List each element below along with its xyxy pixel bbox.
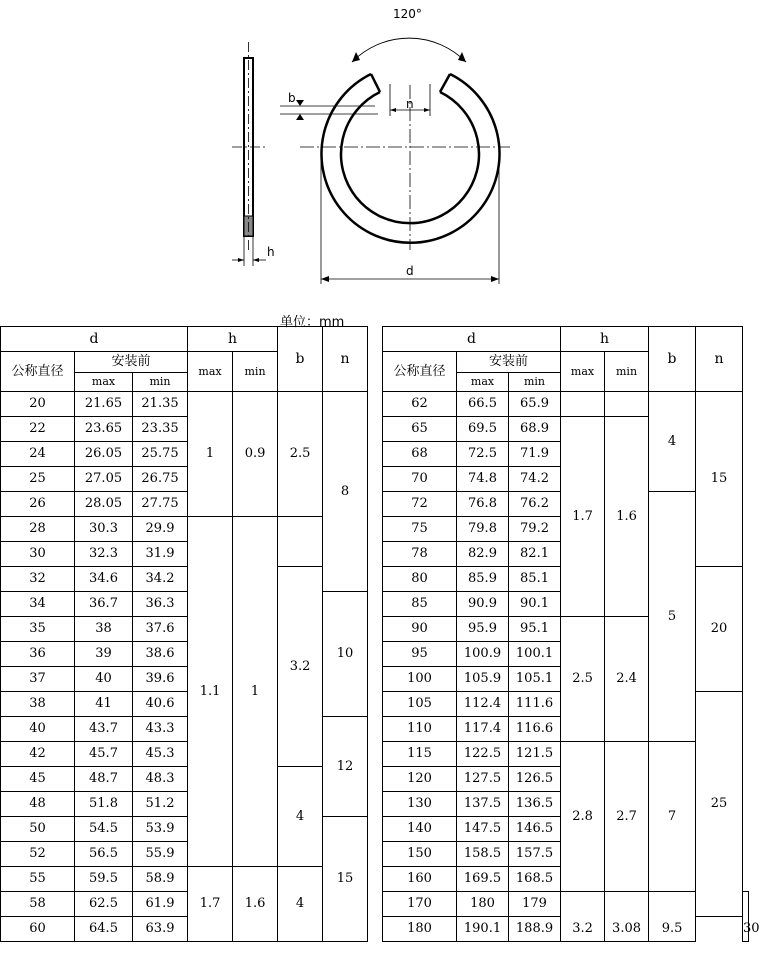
dmin-cell: 79.2 bbox=[509, 517, 561, 542]
header-h-max: max bbox=[188, 352, 233, 392]
dmax-cell: 39 bbox=[75, 642, 133, 667]
dmax-cell: 54.5 bbox=[75, 817, 133, 842]
n-cell: 15 bbox=[323, 817, 368, 942]
header-d-max: max bbox=[75, 373, 133, 392]
dmin-cell: 31.9 bbox=[133, 542, 188, 567]
hmin-cell: 2.4 bbox=[605, 617, 649, 742]
dmax-cell: 169.5 bbox=[457, 867, 509, 892]
dmin-cell: 36.3 bbox=[133, 592, 188, 617]
nominal-cell: 55 bbox=[1, 867, 75, 892]
n-cell: 15 bbox=[696, 392, 743, 567]
dmax-cell: 122.5 bbox=[457, 742, 509, 767]
b-cell: 9.5 bbox=[649, 892, 696, 942]
dmax-cell: 30.3 bbox=[75, 517, 133, 542]
b-cell: 7 bbox=[649, 742, 696, 892]
dmax-cell: 112.4 bbox=[457, 692, 509, 717]
dmin-cell: 65.9 bbox=[509, 392, 561, 417]
dmin-cell: 48.3 bbox=[133, 767, 188, 792]
ring-side-view bbox=[232, 42, 268, 266]
dmin-cell: 51.2 bbox=[133, 792, 188, 817]
dmin-cell: 43.3 bbox=[133, 717, 188, 742]
dmin-cell: 179 bbox=[509, 892, 561, 917]
dmax-cell: 27.05 bbox=[75, 467, 133, 492]
dmin-cell: 68.9 bbox=[509, 417, 561, 442]
header-before-install: 安装前 bbox=[75, 352, 188, 373]
dmax-cell: 74.8 bbox=[457, 467, 509, 492]
header-d: d bbox=[383, 327, 561, 352]
dmin-cell: 168.5 bbox=[509, 867, 561, 892]
nominal-cell: 170 bbox=[383, 892, 457, 917]
nominal-cell: 65 bbox=[383, 417, 457, 442]
dmax-cell: 38 bbox=[75, 617, 133, 642]
nominal-cell: 62 bbox=[383, 392, 457, 417]
dmin-cell: 85.1 bbox=[509, 567, 561, 592]
dmin-cell: 23.35 bbox=[133, 417, 188, 442]
n-cell: 25 bbox=[696, 692, 743, 917]
hmin-cell: 1 bbox=[233, 517, 278, 867]
dmin-cell: 126.5 bbox=[509, 767, 561, 792]
nominal-cell: 37 bbox=[1, 667, 75, 692]
header-d-max: max bbox=[457, 373, 509, 392]
b-cell: 4 bbox=[278, 867, 323, 942]
dmax-cell: 26.05 bbox=[75, 442, 133, 467]
nominal-cell: 110 bbox=[383, 717, 457, 742]
header-b: b bbox=[649, 327, 696, 392]
dmin-cell: 40.6 bbox=[133, 692, 188, 717]
dmin-cell: 95.1 bbox=[509, 617, 561, 642]
dmin-cell: 74.2 bbox=[509, 467, 561, 492]
dmax-cell: 100.9 bbox=[457, 642, 509, 667]
b-cell: 3.2 bbox=[278, 567, 323, 767]
b-cell: 4 bbox=[278, 767, 323, 867]
nominal-cell: 105 bbox=[383, 692, 457, 717]
nominal-cell: 32 bbox=[1, 567, 75, 592]
spec-table-left bbox=[0, 326, 368, 942]
nominal-cell: 25 bbox=[1, 467, 75, 492]
hmin-cell: 1.6 bbox=[605, 417, 649, 617]
nominal-cell: 60 bbox=[1, 917, 75, 942]
dmax-cell: 36.7 bbox=[75, 592, 133, 617]
hmax-cell: 2.5 bbox=[561, 617, 605, 742]
nominal-cell: 120 bbox=[383, 767, 457, 792]
dmax-cell: 82.9 bbox=[457, 542, 509, 567]
nominal-cell: 70 bbox=[383, 467, 457, 492]
dmin-cell: 146.5 bbox=[509, 817, 561, 842]
nominal-cell: 45 bbox=[1, 767, 75, 792]
nominal-cell: 36 bbox=[1, 642, 75, 667]
dmax-cell: 105.9 bbox=[457, 667, 509, 692]
header-nominal: 公称直径 bbox=[383, 352, 457, 392]
table-row bbox=[383, 742, 749, 767]
spec-table-right bbox=[382, 326, 760, 942]
dmax-cell: 64.5 bbox=[75, 917, 133, 942]
dmax-cell: 117.4 bbox=[457, 717, 509, 742]
table-row bbox=[383, 892, 749, 917]
nominal-cell: 140 bbox=[383, 817, 457, 842]
hmin-cell: 1.6 bbox=[233, 867, 278, 942]
dmax-cell: 127.5 bbox=[457, 767, 509, 792]
hmin-cell bbox=[605, 392, 649, 417]
dmin-cell: 121.5 bbox=[509, 742, 561, 767]
dmin-cell: 188.9 bbox=[509, 917, 561, 942]
dmax-cell: 66.5 bbox=[457, 392, 509, 417]
nominal-cell: 150 bbox=[383, 842, 457, 867]
table-row bbox=[1, 767, 368, 792]
dmin-cell: 55.9 bbox=[133, 842, 188, 867]
nominal-cell: 180 bbox=[383, 917, 457, 942]
nominal-cell: 100 bbox=[383, 667, 457, 692]
dmax-cell: 56.5 bbox=[75, 842, 133, 867]
nominal-cell: 72 bbox=[383, 492, 457, 517]
header-h-max: max bbox=[561, 352, 605, 392]
nominal-cell: 52 bbox=[1, 842, 75, 867]
nominal-cell: 38 bbox=[1, 692, 75, 717]
n-cell: 10 bbox=[323, 592, 368, 717]
dmax-cell: 62.5 bbox=[75, 892, 133, 917]
dmin-cell: 61.9 bbox=[133, 892, 188, 917]
nominal-cell: 90 bbox=[383, 617, 457, 642]
header-h: h bbox=[188, 327, 278, 352]
dmax-cell: 28.05 bbox=[75, 492, 133, 517]
dmax-cell: 147.5 bbox=[457, 817, 509, 842]
header-n: n bbox=[323, 327, 368, 392]
dmin-cell: 58.9 bbox=[133, 867, 188, 892]
hmax-cell: 1.1 bbox=[188, 517, 233, 867]
dmax-cell: 95.9 bbox=[457, 617, 509, 642]
dmin-cell: 45.3 bbox=[133, 742, 188, 767]
dmin-cell: 53.9 bbox=[133, 817, 188, 842]
table-row bbox=[1, 567, 368, 592]
n-cell: 30 bbox=[743, 892, 749, 942]
table-row bbox=[1, 517, 368, 542]
b-cell bbox=[278, 517, 323, 567]
header-d: d bbox=[1, 327, 188, 352]
nominal-cell: 34 bbox=[1, 592, 75, 617]
nominal-cell: 80 bbox=[383, 567, 457, 592]
dmax-cell: 41 bbox=[75, 692, 133, 717]
hmax-cell bbox=[561, 392, 605, 417]
table-row bbox=[1, 867, 368, 892]
dmax-cell: 40 bbox=[75, 667, 133, 692]
header-h-min: min bbox=[605, 352, 649, 392]
header-before-install: 安装前 bbox=[457, 352, 561, 373]
dmin-cell: 136.5 bbox=[509, 792, 561, 817]
header-b: b bbox=[278, 327, 323, 392]
dmin-cell: 76.2 bbox=[509, 492, 561, 517]
nominal-cell: 78 bbox=[383, 542, 457, 567]
header-h: h bbox=[561, 327, 649, 352]
n-cell: 12 bbox=[323, 717, 368, 817]
nominal-cell: 115 bbox=[383, 742, 457, 767]
nominal-cell: 20 bbox=[1, 392, 75, 417]
n-cell: 8 bbox=[323, 392, 368, 592]
nominal-cell: 75 bbox=[383, 517, 457, 542]
dmin-cell: 63.9 bbox=[133, 917, 188, 942]
dmin-cell: 105.1 bbox=[509, 667, 561, 692]
dmin-cell: 100.1 bbox=[509, 642, 561, 667]
nominal-cell: 24 bbox=[1, 442, 75, 467]
dmin-cell: 90.1 bbox=[509, 592, 561, 617]
dmax-cell: 137.5 bbox=[457, 792, 509, 817]
nominal-cell: 85 bbox=[383, 592, 457, 617]
dmax-cell: 45.7 bbox=[75, 742, 133, 767]
unit-label: 单位：mm bbox=[280, 315, 345, 330]
hmax-cell: 2.8 bbox=[561, 742, 605, 892]
dmax-cell: 90.9 bbox=[457, 592, 509, 617]
dmin-cell: 38.6 bbox=[133, 642, 188, 667]
nominal-cell: 68 bbox=[383, 442, 457, 467]
dmin-cell: 82.1 bbox=[509, 542, 561, 567]
dmin-cell: 157.5 bbox=[509, 842, 561, 867]
dmin-cell: 111.6 bbox=[509, 692, 561, 717]
dmax-cell: 69.5 bbox=[457, 417, 509, 442]
dim-b-label: b bbox=[288, 91, 296, 105]
dmin-cell: 71.9 bbox=[509, 442, 561, 467]
header-d-min: min bbox=[509, 373, 561, 392]
ring-front-view bbox=[280, 38, 510, 284]
dim-d-label: d bbox=[406, 264, 414, 278]
nominal-cell: 40 bbox=[1, 717, 75, 742]
table-row bbox=[1, 392, 368, 417]
dmax-cell: 23.65 bbox=[75, 417, 133, 442]
dmax-cell: 72.5 bbox=[457, 442, 509, 467]
hmax-cell: 1 bbox=[188, 392, 233, 517]
dmax-cell: 85.9 bbox=[457, 567, 509, 592]
dmin-cell: 21.35 bbox=[133, 392, 188, 417]
b-cell: 2.5 bbox=[278, 392, 323, 517]
retaining-ring-drawing bbox=[0, 0, 750, 312]
hmin-cell: 3.08 bbox=[605, 892, 649, 942]
header-nominal: 公称直径 bbox=[1, 352, 75, 392]
angle-label: 120° bbox=[393, 7, 422, 21]
dmax-cell: 34.6 bbox=[75, 567, 133, 592]
dmin-cell: 116.6 bbox=[509, 717, 561, 742]
header-d-min: min bbox=[133, 373, 188, 392]
hmax-cell: 1.7 bbox=[561, 417, 605, 617]
dmin-cell: 37.6 bbox=[133, 617, 188, 642]
dmax-cell: 51.8 bbox=[75, 792, 133, 817]
nominal-cell: 50 bbox=[1, 817, 75, 842]
dim-h-label: h bbox=[267, 245, 275, 259]
header-h-min: min bbox=[233, 352, 278, 392]
dmin-cell: 25.75 bbox=[133, 442, 188, 467]
dmin-cell: 34.2 bbox=[133, 567, 188, 592]
nominal-cell: 26 bbox=[1, 492, 75, 517]
dim-n-label: n bbox=[406, 97, 414, 111]
dmin-cell: 39.6 bbox=[133, 667, 188, 692]
dmax-cell: 76.8 bbox=[457, 492, 509, 517]
hmin-cell: 0.9 bbox=[233, 392, 278, 517]
dmax-cell: 180 bbox=[457, 892, 509, 917]
dmin-cell: 26.75 bbox=[133, 467, 188, 492]
nominal-cell: 42 bbox=[1, 742, 75, 767]
hmax-cell: 3.2 bbox=[561, 892, 605, 942]
dmax-cell: 158.5 bbox=[457, 842, 509, 867]
b-cell: 5 bbox=[649, 492, 696, 742]
nominal-cell: 160 bbox=[383, 867, 457, 892]
n-cell: 20 bbox=[696, 567, 743, 692]
dmin-cell: 27.75 bbox=[133, 492, 188, 517]
dmax-cell: 21.65 bbox=[75, 392, 133, 417]
dmax-cell: 59.5 bbox=[75, 867, 133, 892]
b-cell: 4 bbox=[649, 392, 696, 492]
dmax-cell: 48.7 bbox=[75, 767, 133, 792]
table-row bbox=[383, 392, 749, 417]
nominal-cell: 28 bbox=[1, 517, 75, 542]
dmax-cell: 79.8 bbox=[457, 517, 509, 542]
nominal-cell: 22 bbox=[1, 417, 75, 442]
nominal-cell: 95 bbox=[383, 642, 457, 667]
dmin-cell: 29.9 bbox=[133, 517, 188, 542]
dmax-cell: 43.7 bbox=[75, 717, 133, 742]
nominal-cell: 48 bbox=[1, 792, 75, 817]
nominal-cell: 35 bbox=[1, 617, 75, 642]
nominal-cell: 130 bbox=[383, 792, 457, 817]
nominal-cell: 58 bbox=[1, 892, 75, 917]
hmin-cell: 2.7 bbox=[605, 742, 649, 892]
dmax-cell: 190.1 bbox=[457, 917, 509, 942]
hmax-cell: 1.7 bbox=[188, 867, 233, 942]
header-n: n bbox=[696, 327, 743, 392]
dmax-cell: 32.3 bbox=[75, 542, 133, 567]
nominal-cell: 30 bbox=[1, 542, 75, 567]
